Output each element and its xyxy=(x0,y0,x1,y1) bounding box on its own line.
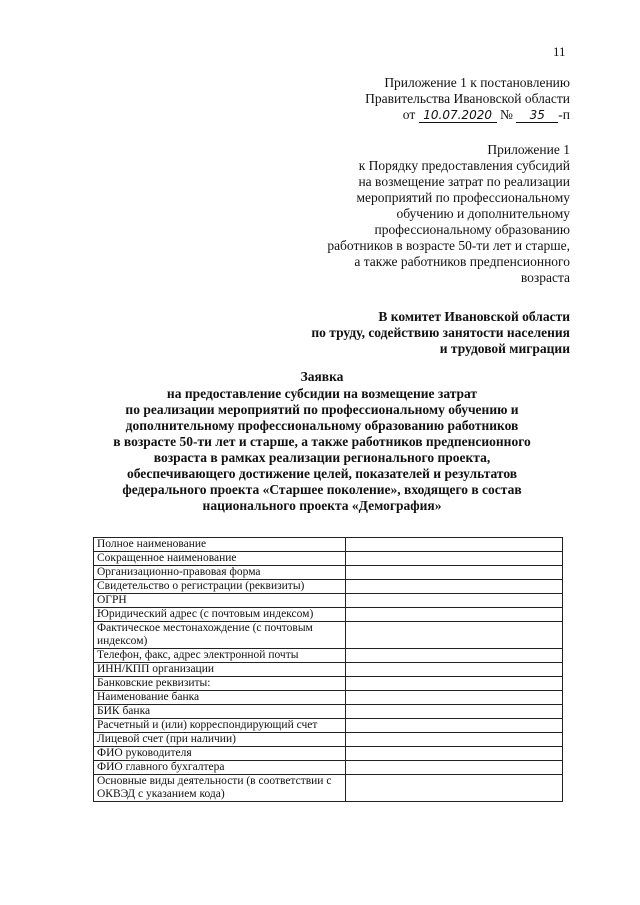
table-row xyxy=(94,691,563,705)
row-value-cell[interactable] xyxy=(345,691,562,705)
appendix2-line: а также работников предпенсионного xyxy=(354,254,570,269)
addressee xyxy=(311,309,570,357)
table-row xyxy=(94,761,563,775)
row-label: Банковские реквизиты: xyxy=(94,677,346,691)
appendix2-line: обучению и дополнительному xyxy=(396,206,570,221)
appendix2-line: Приложение 1 xyxy=(487,142,570,157)
row-value-cell[interactable] xyxy=(345,622,562,649)
table-row xyxy=(94,747,563,761)
appendix-to-resolution xyxy=(365,75,570,123)
row-value-cell[interactable] xyxy=(345,705,562,719)
row-value-cell[interactable] xyxy=(345,649,562,663)
table-row xyxy=(94,580,563,594)
title-line: по реализации мероприятий по профессиональному обучению и xyxy=(125,402,519,417)
row-value-cell[interactable] xyxy=(345,608,562,622)
handwritten-number: 35 xyxy=(516,108,558,123)
number-suffix: -п xyxy=(558,107,570,122)
date-prefix: от xyxy=(402,107,416,122)
row-label: ИНН/КПП организации xyxy=(94,663,346,677)
row-label: Основные виды деятельности (в соответствии с ОКВЭД с указанием кода) xyxy=(94,775,346,802)
table-row xyxy=(94,649,563,663)
row-value-cell[interactable] xyxy=(345,761,562,775)
row-label: Полное наименование xyxy=(94,538,346,552)
row-value-cell[interactable] xyxy=(345,566,562,580)
table-row xyxy=(94,677,563,691)
row-label: Лицевой счет (при наличии) xyxy=(94,733,346,747)
application-form-table xyxy=(93,537,563,802)
table-row xyxy=(94,538,563,552)
row-label: Расчетный и (или) корреспондирующий счет xyxy=(94,719,346,733)
table-row xyxy=(94,663,563,677)
addressee-line: и трудовой миграции xyxy=(439,341,570,356)
row-label: ФИО руководителя xyxy=(94,747,346,761)
title-line: обеспечивающего достижение целей, показателей и результатов xyxy=(126,466,518,481)
row-value-cell[interactable] xyxy=(345,594,562,608)
table-row xyxy=(94,566,563,580)
appendix2-line: на возмещение затрат по реализации xyxy=(358,174,570,189)
row-label: БИК банка xyxy=(94,705,346,719)
title-line: на предоставление субсидии на возмещение затрат xyxy=(166,386,478,401)
row-label: Организационно-правовая форма xyxy=(94,566,346,580)
table-row xyxy=(94,733,563,747)
table-row xyxy=(94,608,563,622)
row-value-cell[interactable] xyxy=(345,538,562,552)
row-value-cell[interactable] xyxy=(345,733,562,747)
row-value-cell[interactable] xyxy=(345,775,562,802)
row-value-cell[interactable] xyxy=(345,747,562,761)
appendix2-line: профессиональному образованию xyxy=(374,222,570,237)
title-line: федерального проекта «Старшее поколение», входящего в состав xyxy=(122,482,522,497)
table-row xyxy=(94,719,563,733)
table-row xyxy=(94,552,563,566)
title-heading: Заявка xyxy=(300,369,344,384)
row-value-cell[interactable] xyxy=(345,719,562,733)
number-prefix: № xyxy=(500,107,513,122)
row-label: Телефон, факс, адрес электронной почты xyxy=(94,649,346,663)
table-row xyxy=(94,622,563,649)
row-value-cell[interactable] xyxy=(345,552,562,566)
title-line: дополнительному профессиональному образованию работников xyxy=(125,418,519,433)
row-label: Сокращенное наименование xyxy=(94,552,346,566)
appendix2-line: мероприятий по профессиональному xyxy=(356,190,570,205)
addressee-line: В комитет Ивановской области xyxy=(378,309,570,324)
title-line: национального проекта «Демография» xyxy=(202,498,442,513)
appendix2-line: возраста xyxy=(520,270,570,285)
title-line: возраста в рамках реализации регионального проекта, xyxy=(153,450,491,465)
row-label: Фактическое местонахождение (с почтовым индексом) xyxy=(94,622,346,649)
row-label: ОГРН xyxy=(94,594,346,608)
appendix2-line: работников в возрасте 50-ти лет и старше, xyxy=(327,238,570,253)
row-label: Свидетельство о регистрации (реквизиты) xyxy=(94,580,346,594)
addressee-line: по труду, содействию занятости населения xyxy=(311,325,570,340)
row-value-cell[interactable] xyxy=(345,677,562,691)
application-title xyxy=(80,369,564,514)
row-value-cell[interactable] xyxy=(345,580,562,594)
handwritten-date: 10.07.2020 xyxy=(419,108,497,123)
title-line: в возрасте 50-ти лет и старше, а также работников предпенсионного xyxy=(113,434,531,449)
row-label: Юридический адрес (с почтовым индексом) xyxy=(94,608,346,622)
row-label: Наименование банка xyxy=(94,691,346,705)
appendix1-line2: Правительства Ивановской области xyxy=(365,91,570,106)
page-number: 11 xyxy=(553,44,566,59)
appendix1-line1: Приложение 1 к постановлению xyxy=(384,75,570,90)
table-row xyxy=(94,705,563,719)
appendix-to-procedure xyxy=(327,142,570,286)
row-label: ФИО главного бухгалтера xyxy=(94,761,346,775)
row-value-cell[interactable] xyxy=(345,663,562,677)
table-row xyxy=(94,594,563,608)
appendix1-date-line xyxy=(365,107,570,123)
appendix2-line: к Порядку предоставления субсидий xyxy=(358,158,570,173)
table-row xyxy=(94,775,563,802)
